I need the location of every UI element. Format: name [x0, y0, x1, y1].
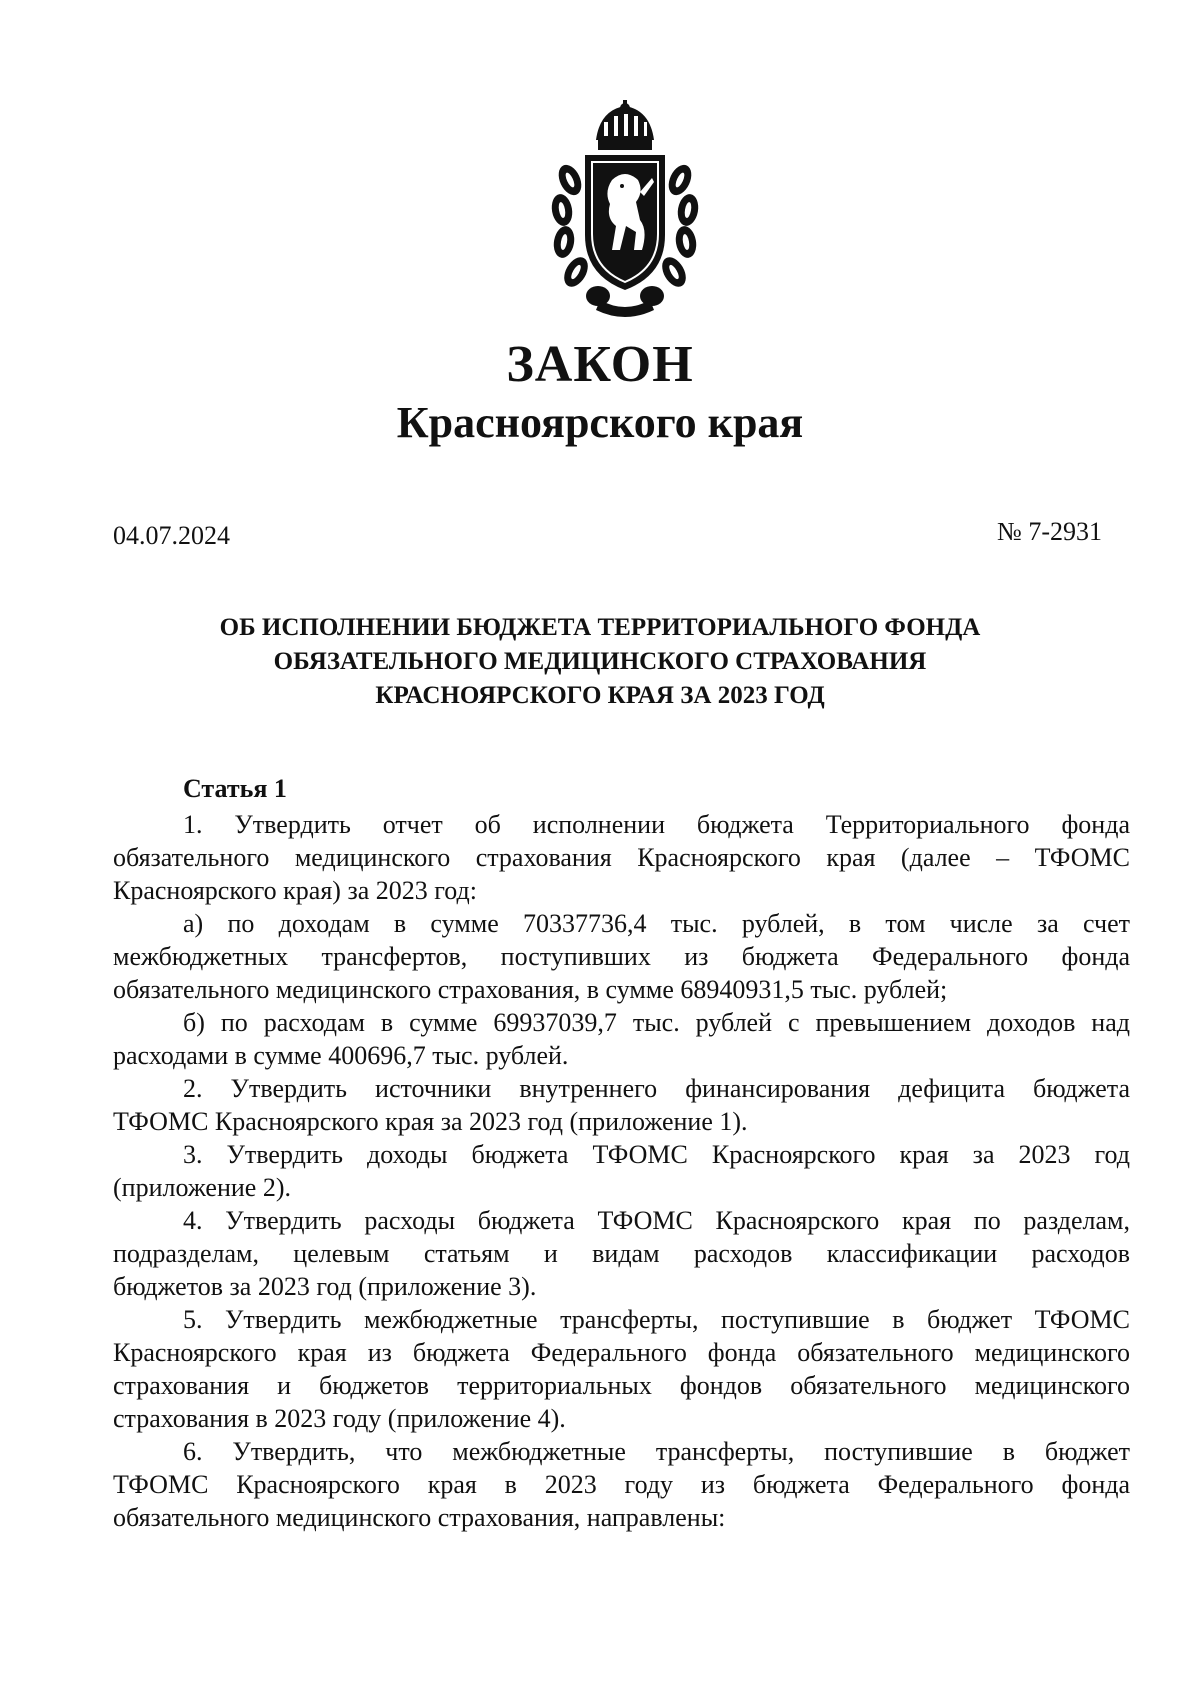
text-line: бюджетов за 2023 год (приложение 3).: [113, 1272, 537, 1301]
text-line: 3. Утвердить доходы бюджета ТФОМС Красноярского края за 2023 год: [183, 1140, 1130, 1169]
paragraph-4: [113, 1204, 1130, 1303]
text-line: страхования и бюджетов территориальных фондов обязательного медицинского: [113, 1371, 1130, 1400]
text-line: межбюджетных трансфертов, поступивших из бюджета Федерального фонда: [113, 942, 1130, 971]
paragraph-2: [113, 1072, 1130, 1138]
article-body: [113, 808, 1130, 1534]
text-line: Красноярского края) за 2023 год:: [113, 876, 477, 905]
text-line: 2. Утвердить источники внутреннего финансирования дефицита бюджета: [183, 1074, 1130, 1103]
text-line: ТФОМС Красноярского края в 2023 году из бюджета Федерального фонда: [113, 1470, 1130, 1499]
text-line: обязательного медицинского страхования, направлены:: [113, 1503, 726, 1532]
text-line: расходами в сумме 400696,7 тыс. рублей.: [113, 1041, 569, 1070]
law-date: 04.07.2024: [113, 521, 230, 550]
paragraph-1a: [113, 907, 1130, 1006]
text-line: 1. Утвердить отчет об исполнении бюджета Территориального фонда: [183, 810, 1130, 839]
text-line: 6. Утвердить, что межбюджетные трансферты, поступившие в бюджет: [183, 1437, 1130, 1466]
law-title: ЗАКОН: [506, 336, 694, 393]
region-title: Красноярского края: [396, 398, 804, 447]
text-line: подразделам, целевым статьям и видам расходов классификации расходов: [113, 1239, 1130, 1268]
paragraph-1: [113, 808, 1130, 907]
law-number: № 7-2931: [997, 517, 1102, 546]
subject-line: ОБ ИСПОЛНЕНИИ БЮДЖЕТА ТЕРРИТОРИАЛЬНОГО ФОНДА: [219, 614, 981, 641]
paragraph-3: [113, 1138, 1130, 1204]
text-line: (приложение 2).: [113, 1173, 292, 1202]
text-line: ТФОМС Красноярского края за 2023 год (приложение 1).: [113, 1107, 748, 1136]
text-line: Красноярского края из бюджета Федерального фонда обязательного медицинского: [113, 1338, 1130, 1367]
text-line: обязательного медицинского страхования, в сумме 68940931,5 тыс. рублей;: [113, 975, 948, 1004]
subject-line: КРАСНОЯРСКОГО КРАЯ ЗА 2023 ГОД: [375, 682, 825, 709]
krasnoyarsk-coat-of-arms-icon: [540, 100, 710, 320]
text-line: страхования в 2023 году (приложение 4).: [113, 1404, 566, 1433]
paragraph-5: [113, 1303, 1130, 1435]
text-line: а) по доходам в сумме 70337736,4 тыс. рублей, в том числе за счет: [183, 909, 1130, 938]
text-line: 4. Утвердить расходы бюджета ТФОМС Красноярского края по разделам,: [183, 1206, 1130, 1235]
subject-line: ОБЯЗАТЕЛЬНОГО МЕДИЦИНСКОГО СТРАХОВАНИЯ: [273, 648, 927, 675]
text-line: обязательного медицинского страхования Красноярского края (далее – ТФОМС: [113, 843, 1130, 872]
paragraph-6: [113, 1435, 1130, 1534]
article-heading: Статья 1: [183, 774, 287, 803]
text-line: 5. Утвердить межбюджетные трансферты, поступившие в бюджет ТФОМС: [183, 1305, 1130, 1334]
text-line: б) по расходам в сумме 69937039,7 тыс. рублей с превышением доходов над: [183, 1008, 1130, 1037]
law-subject: [0, 611, 1200, 713]
paragraph-1b: [113, 1006, 1130, 1072]
